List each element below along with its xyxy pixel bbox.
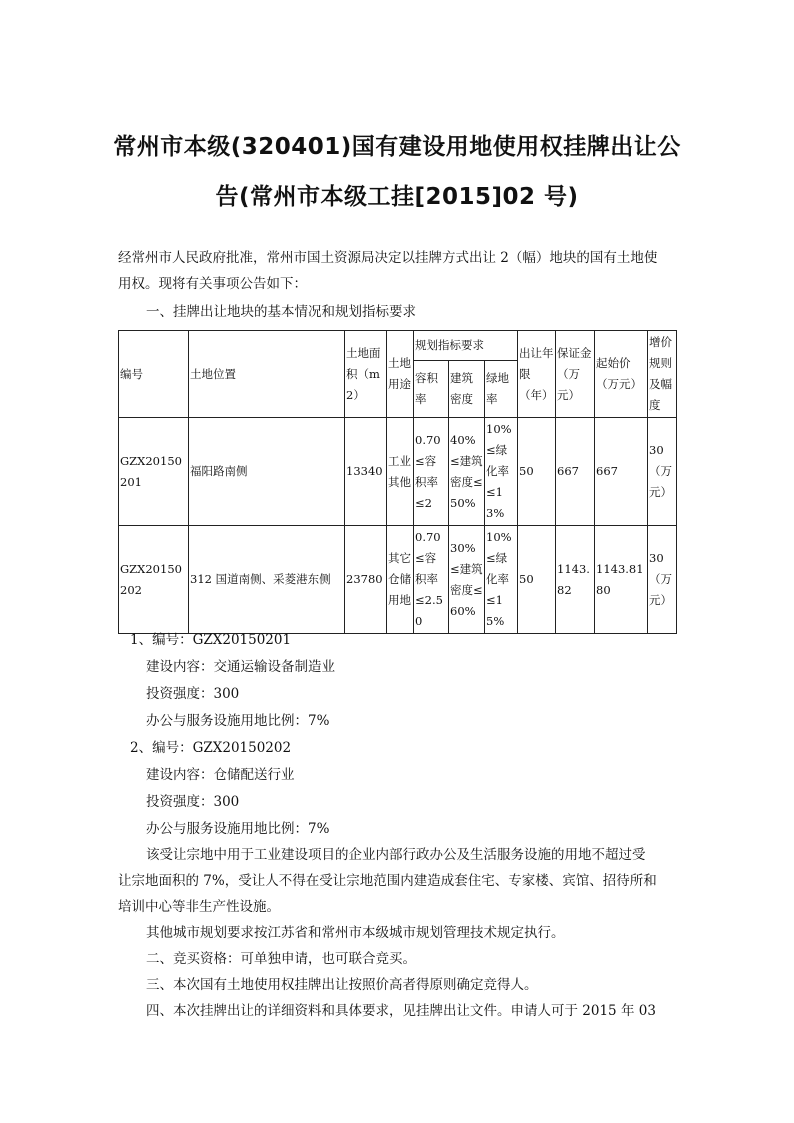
table-row: [119, 526, 677, 634]
item2-content: 建设内容：仓储配送行业: [146, 767, 295, 783]
header-term: 出让年限（年）: [518, 331, 556, 418]
item2-office-ratio: 办公与服务设施用地比例：7%: [146, 821, 330, 837]
cell-start-price: 667: [595, 418, 648, 526]
office-para-line2: 让宗地面积的 7%，受让人不得在受让宗地范围内建造成套住宅、专家楼、宾馆、招待所和: [118, 873, 657, 889]
section-1-heading: 一、挂牌出让地块的基本情况和规划指标要求: [146, 304, 416, 320]
item1-investment: 投资强度：300: [146, 686, 240, 702]
land-parcel-table: [118, 330, 677, 634]
cell-density: 40%≤建筑密度≤50%: [449, 418, 485, 526]
intro-line1: 经常州市人民政府批准，常州市国土资源局决定以挂牌方式出让 2（幅）地块的国有土地使: [118, 250, 658, 266]
item2-investment: 投资强度：300: [146, 794, 240, 810]
header-density: 建筑密度: [449, 361, 485, 418]
cell-term: 50: [518, 526, 556, 634]
intro-line2: 用权。现将有关事项公告如下：: [118, 276, 307, 292]
header-id: 编号: [119, 331, 189, 418]
cell-term: 50: [518, 418, 556, 526]
cell-green: 10%≤绿化率≤13%: [485, 418, 518, 526]
cell-far: 0.70≤容积率≤2.50: [414, 526, 449, 634]
cell-area: 23780: [345, 526, 387, 634]
header-green: 绿地率: [485, 361, 518, 418]
cell-increment: 30（万元）: [648, 418, 677, 526]
cell-location: 福阳路南侧: [189, 418, 345, 526]
header-far: 容积率: [414, 361, 449, 418]
cell-id: GZX20150202: [119, 526, 189, 634]
section-3-winner-rule: 三、本次国有土地使用权挂牌出让按照价高者得原则确定竞得人。: [146, 977, 538, 993]
cell-area: 13340: [345, 418, 387, 526]
cell-far: 0.70≤容积率≤2: [414, 418, 449, 526]
document-title-line1: 常州市本级(320401)国有建设用地使用权挂牌出让公: [113, 134, 681, 160]
cell-deposit: 1143.82: [556, 526, 595, 634]
cell-deposit: 667: [556, 418, 595, 526]
office-para-line3: 培训中心等非生产性设施。: [118, 899, 280, 915]
cell-use: 其它仓储用地: [387, 526, 414, 634]
item2-number: 2、编号：GZX20150202: [130, 740, 292, 756]
item1-number: 1、编号：GZX20150201: [130, 632, 292, 648]
section-4-details: 四、本次挂牌出让的详细资料和具体要求，见挂牌出让文件。申请人可于 2015 年 03: [146, 1003, 656, 1019]
header-deposit: 保证金（万元）: [556, 331, 595, 418]
other-planning-para: 其他城市规划要求按江苏省和常州市本级城市规划管理技术规定执行。: [146, 925, 565, 941]
header-area: 土地面积（m2）: [345, 331, 387, 418]
header-increment: 增价规则及幅度: [648, 331, 677, 418]
cell-green: 10%≤绿化率≤15%: [485, 526, 518, 634]
cell-start-price: 1143.8180: [595, 526, 648, 634]
header-plan: 规划指标要求: [414, 331, 518, 361]
section-2-qualification: 二、竞买资格：可单独申请，也可联合竞买。: [146, 951, 416, 967]
table-row: [119, 418, 677, 526]
item1-office-ratio: 办公与服务设施用地比例：7%: [146, 713, 330, 729]
cell-increment: 30（万元）: [648, 526, 677, 634]
cell-location: 312 国道南侧、采菱港东侧: [189, 526, 345, 634]
header-location: 土地位置: [189, 331, 345, 418]
cell-density: 30%≤建筑密度≤60%: [449, 526, 485, 634]
item1-content: 建设内容：交通运输设备制造业: [146, 659, 335, 675]
cell-id: GZX20150201: [119, 418, 189, 526]
document-title-line2: 告(常州市本级工挂[2015]02 号): [215, 184, 579, 210]
cell-use: 工业其他: [387, 418, 414, 526]
header-use: 土地用途: [387, 331, 414, 418]
header-start-price: 起始价（万元）: [595, 331, 648, 418]
office-para-line1: 该受让宗地中用于工业建设项目的企业内部行政办公及生活服务设施的用地不超过受: [146, 847, 646, 863]
